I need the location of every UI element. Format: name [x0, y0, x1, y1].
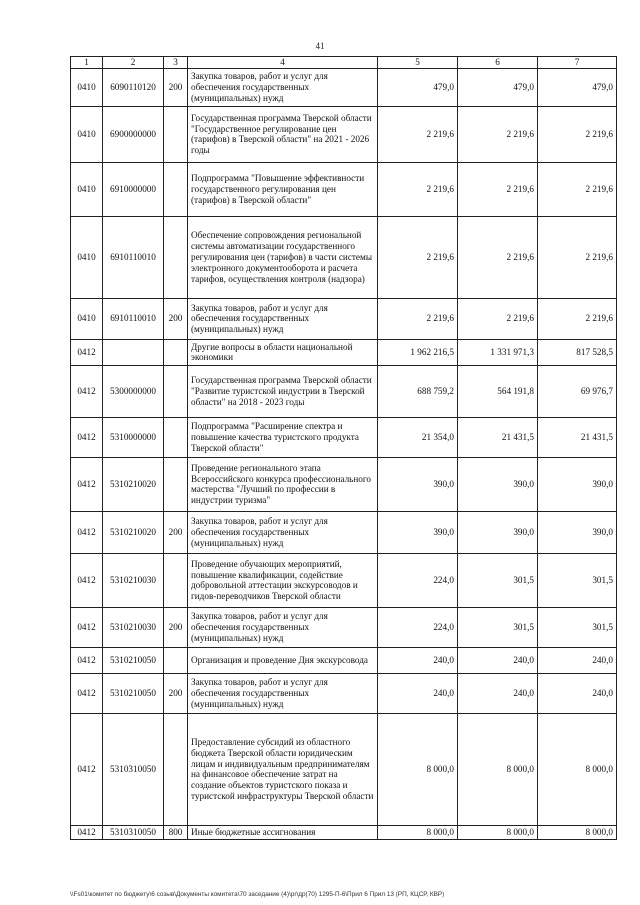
description-cell: Государственная программа Тверской области "Развитие туристской индустрии в Тверской области" на 2018 - 2023 годы [188, 365, 378, 417]
description-cell: Иные бюджетные ассигнования [188, 825, 378, 839]
amount-cell-col5: 8 000,0 [378, 713, 458, 825]
budget-table [70, 56, 617, 840]
amount-cell-col5: 2 219,6 [378, 162, 458, 216]
expense-type-cell [164, 713, 188, 825]
description-cell: Закупка товаров, работ и услуг для обеспечения государственных (муниципальных) нужд [188, 673, 378, 713]
expense-type-cell: 200 [164, 68, 188, 106]
expense-type-cell: 800 [164, 825, 188, 839]
amount-cell-col7: 479,0 [538, 68, 617, 106]
column-header-1: 1 [71, 57, 103, 69]
description-cell: Закупка товаров, работ и услуг для обеспечения государственных (муниципальных) нужд [188, 511, 378, 553]
amount-cell-col5: 2 219,6 [378, 298, 458, 339]
target-article-cell: 5310210030 [103, 607, 164, 647]
column-header-5: 5 [378, 57, 458, 69]
section-code-cell: 0412 [71, 365, 103, 417]
amount-cell-col7: 8 000,0 [538, 825, 617, 839]
expense-type-cell [164, 339, 188, 365]
page-number: 41 [315, 41, 325, 51]
amount-cell-col6: 564 191,8 [458, 365, 538, 417]
table-row [71, 417, 617, 457]
column-header-3: 3 [164, 57, 188, 69]
expense-type-cell: 200 [164, 607, 188, 647]
amount-cell-col7: 2 219,6 [538, 106, 617, 162]
amount-cell-col5: 21 354,0 [378, 417, 458, 457]
target-article-cell: 5310000000 [103, 417, 164, 457]
target-article-cell: 5310210030 [103, 553, 164, 607]
expense-type-cell [164, 216, 188, 298]
amount-cell-col6: 479,0 [458, 68, 538, 106]
amount-cell-col6: 2 219,6 [458, 162, 538, 216]
target-article-cell: 5300000000 [103, 365, 164, 417]
amount-cell-col6: 2 219,6 [458, 106, 538, 162]
section-code-cell: 0412 [71, 825, 103, 839]
expense-type-cell [164, 162, 188, 216]
amount-cell-col5: 224,0 [378, 553, 458, 607]
column-header-7: 7 [538, 57, 617, 69]
section-code-cell: 0410 [71, 162, 103, 216]
description-cell: Предоставление субсидий из областного бюджета Тверской области юридическим лицам и индивидуальным предпринимателям на финансовое обеспечение затрат на создание объектов туристского показа и туристской инфраструктуры Тверской области [188, 713, 378, 825]
target-article-cell: 6910110010 [103, 216, 164, 298]
amount-cell-col5: 2 219,6 [378, 106, 458, 162]
amount-cell-col5: 390,0 [378, 511, 458, 553]
amount-cell-col5: 688 759,2 [378, 365, 458, 417]
table-row [71, 553, 617, 607]
section-code-cell: 0412 [71, 417, 103, 457]
expense-type-cell [164, 417, 188, 457]
amount-cell-col7: 2 219,6 [538, 298, 617, 339]
expense-type-cell: 200 [164, 511, 188, 553]
description-cell: Проведение регионального этапа Всероссийского конкурса профессионального мастерства "Лучший по профессии в индустрии туризма" [188, 457, 378, 511]
amount-cell-col6: 390,0 [458, 511, 538, 553]
table-row [71, 339, 617, 365]
section-code-cell: 0412 [71, 713, 103, 825]
amount-cell-col5: 479,0 [378, 68, 458, 106]
description-cell: Закупка товаров, работ и услуг для обеспечения государственных (муниципальных) нужд [188, 607, 378, 647]
table-row [71, 647, 617, 673]
table-row [71, 673, 617, 713]
expense-type-cell: 200 [164, 673, 188, 713]
amount-cell-col6: 240,0 [458, 673, 538, 713]
section-code-cell: 0412 [71, 607, 103, 647]
amount-cell-col7: 21 431,5 [538, 417, 617, 457]
description-cell: Подпрограмма "Повышение эффективности государственного регулирования цен (тарифов) в Тверской области" [188, 162, 378, 216]
amount-cell-col5: 240,0 [378, 647, 458, 673]
table-row [71, 216, 617, 298]
description-cell: Государственная программа Тверской области "Государственное регулирование цен (тарифов) в Тверской области" на 2021 - 2026 годы [188, 106, 378, 162]
amount-cell-col7: 2 219,6 [538, 216, 617, 298]
amount-cell-col7: 390,0 [538, 457, 617, 511]
amount-cell-col6: 8 000,0 [458, 825, 538, 839]
amount-cell-col7: 240,0 [538, 673, 617, 713]
section-code-cell: 0412 [71, 553, 103, 607]
target-article-cell: 6900000000 [103, 106, 164, 162]
amount-cell-col6: 240,0 [458, 647, 538, 673]
table-row [71, 825, 617, 839]
amount-cell-col5: 1 962 216,5 [378, 339, 458, 365]
description-cell: Закупка товаров, работ и услуг для обеспечения государственных (муниципальных) нужд [188, 298, 378, 339]
expense-type-cell [164, 365, 188, 417]
section-code-cell: 0412 [71, 339, 103, 365]
amount-cell-col7: 240,0 [538, 647, 617, 673]
amount-cell-col6: 301,5 [458, 553, 538, 607]
target-article-cell: 6090110120 [103, 68, 164, 106]
amount-cell-col5: 390,0 [378, 457, 458, 511]
section-code-cell: 0412 [71, 457, 103, 511]
amount-cell-col5: 8 000,0 [378, 825, 458, 839]
section-code-cell: 0410 [71, 106, 103, 162]
column-header-6: 6 [458, 57, 538, 69]
column-header-2: 2 [103, 57, 164, 69]
amount-cell-col6: 1 331 971,3 [458, 339, 538, 365]
expense-type-cell [164, 106, 188, 162]
description-cell: Другие вопросы в области национальной экономики [188, 339, 378, 365]
section-code-cell: 0410 [71, 298, 103, 339]
footer-file-path: \\Fs01\комитет по бюджету\6 созыв\Документы комитета\70 заседание (4)\pr\дp(70) 1295-П-6\Прил 6 Прил 13 (РП, КЦСР, КВР) [70, 891, 445, 898]
table-row [71, 511, 617, 553]
target-article-cell: 5310210050 [103, 647, 164, 673]
amount-cell-col7: 301,5 [538, 607, 617, 647]
description-cell: Подпрограмма "Расширение спектра и повышение качества туристского продукта Тверской области" [188, 417, 378, 457]
target-article-cell [103, 339, 164, 365]
expense-type-cell [164, 647, 188, 673]
column-header-4: 4 [188, 57, 378, 69]
description-cell: Закупка товаров, работ и услуг для обеспечения государственных (муниципальных) нужд [188, 68, 378, 106]
amount-cell-col5: 224,0 [378, 607, 458, 647]
amount-cell-col7: 8 000,0 [538, 713, 617, 825]
table-row [71, 365, 617, 417]
amount-cell-col6: 2 219,6 [458, 298, 538, 339]
expense-type-cell [164, 553, 188, 607]
table-row [71, 68, 617, 106]
amount-cell-col5: 240,0 [378, 673, 458, 713]
section-code-cell: 0412 [71, 673, 103, 713]
target-article-cell: 6910000000 [103, 162, 164, 216]
table-row [71, 713, 617, 825]
table-row [71, 298, 617, 339]
amount-cell-col7: 2 219,6 [538, 162, 617, 216]
amount-cell-col5: 2 219,6 [378, 216, 458, 298]
description-cell: Организация и проведение Дня экскурсовода [188, 647, 378, 673]
description-cell: Обеспечение сопровождения региональной системы автоматизации государственного регулирования цен (тарифов) в части системы электронного документооборота и расчета тарифов, осуществления контроля (надзора) [188, 216, 378, 298]
amount-cell-col7: 390,0 [538, 511, 617, 553]
target-article-cell: 5310210020 [103, 511, 164, 553]
amount-cell-col6: 301,5 [458, 607, 538, 647]
target-article-cell: 5310310050 [103, 713, 164, 825]
expense-type-cell: 200 [164, 298, 188, 339]
amount-cell-col6: 2 219,6 [458, 216, 538, 298]
expense-type-cell [164, 457, 188, 511]
amount-cell-col6: 390,0 [458, 457, 538, 511]
table-row [71, 106, 617, 162]
target-article-cell: 5310310050 [103, 825, 164, 839]
target-article-cell: 5310210050 [103, 673, 164, 713]
amount-cell-col7: 301,5 [538, 553, 617, 607]
amount-cell-col7: 817 528,5 [538, 339, 617, 365]
table-row [71, 607, 617, 647]
section-code-cell: 0412 [71, 647, 103, 673]
section-code-cell: 0412 [71, 511, 103, 553]
table-row [71, 457, 617, 511]
amount-cell-col7: 69 976,7 [538, 365, 617, 417]
section-code-cell: 0410 [71, 68, 103, 106]
table-row [71, 162, 617, 216]
target-article-cell: 5310210020 [103, 457, 164, 511]
amount-cell-col6: 8 000,0 [458, 713, 538, 825]
amount-cell-col6: 21 431,5 [458, 417, 538, 457]
description-cell: Проведение обучающих мероприятий, повышение квалификации, содействие добровольной аттестации экскурсоводов и гидов-переводчиков Тверской области [188, 553, 378, 607]
target-article-cell: 6910110010 [103, 298, 164, 339]
table-header-row [71, 57, 617, 69]
section-code-cell: 0410 [71, 216, 103, 298]
